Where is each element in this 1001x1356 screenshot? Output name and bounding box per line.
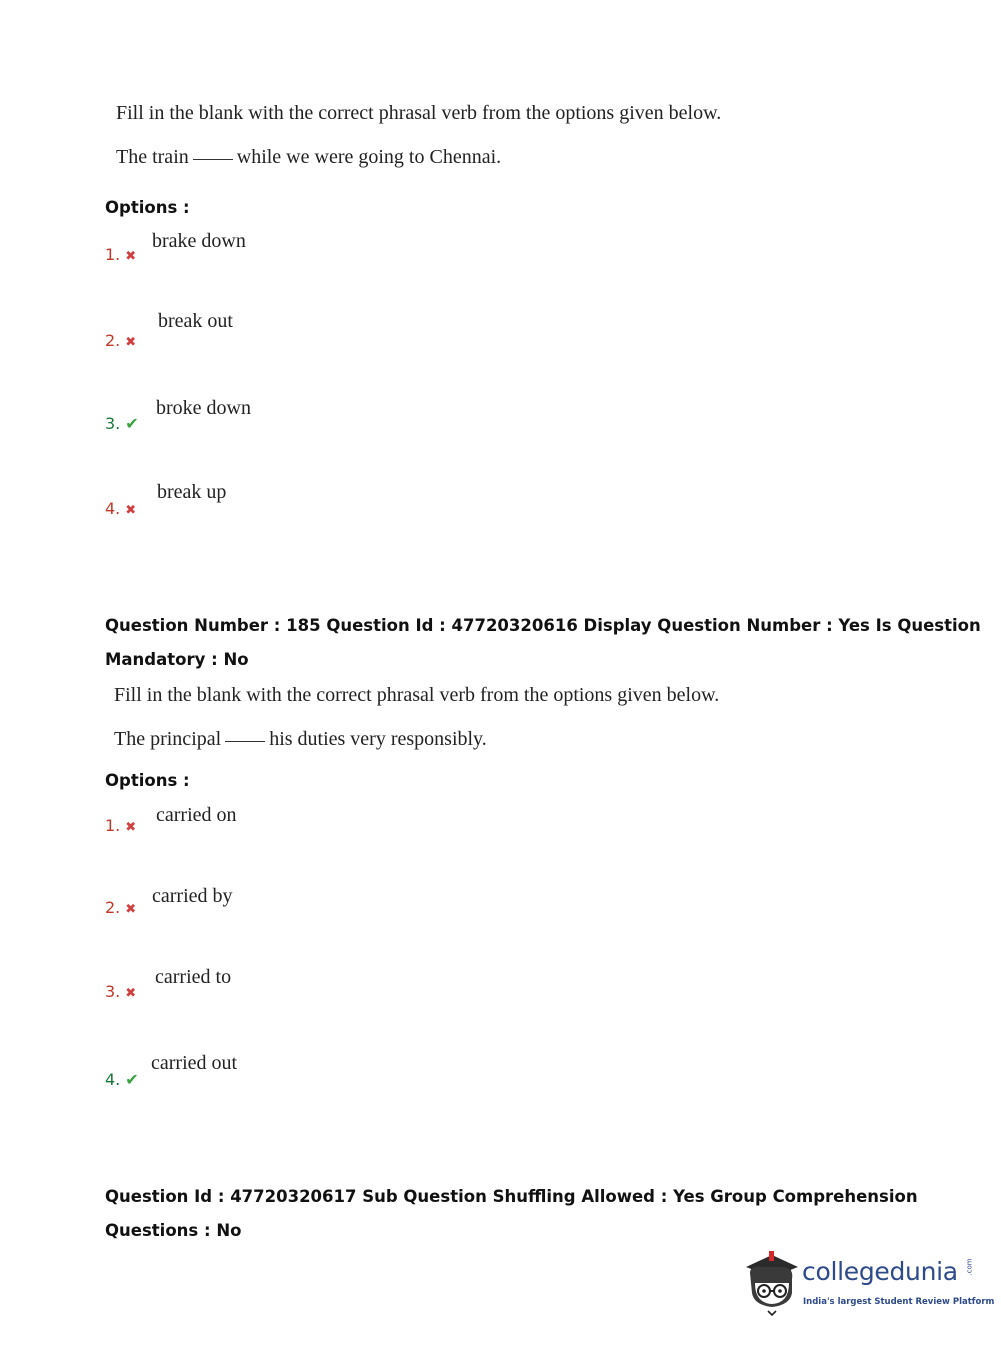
wrong-mark-icon: ✖ bbox=[125, 503, 137, 518]
wrong-mark-icon: ✖ bbox=[125, 335, 137, 350]
q1-option-1-number: 1. ✖ bbox=[105, 245, 137, 264]
q2-option-4-number: 4. ✔ bbox=[105, 1070, 139, 1089]
q2-instruction: Fill in the blank with the correct phrasal verb from the options given below. bbox=[114, 684, 720, 706]
q2-option-1-number: 1. ✖ bbox=[105, 816, 137, 835]
check-mark-icon: ✔ bbox=[125, 414, 139, 433]
q2-option-1-text[interactable]: carried on bbox=[156, 804, 237, 826]
logo-name: collegedunia bbox=[802, 1257, 958, 1286]
q1-option-4-text[interactable]: break up bbox=[157, 481, 227, 503]
q1-option-2-text[interactable]: break out bbox=[158, 310, 233, 332]
q2-meta-line1: Question Number : 185 Question Id : 47720320616 Display Question Number : Yes Is Question bbox=[105, 616, 981, 635]
q2-option-2-text[interactable]: carried by bbox=[152, 885, 233, 907]
q1-option-4-number: 4. ✖ bbox=[105, 499, 137, 518]
wrong-mark-icon: ✖ bbox=[125, 249, 137, 264]
q1-sentence-after: while we were going to Chennai. bbox=[236, 146, 502, 168]
q2-options-label: Options : bbox=[105, 771, 190, 790]
q2-sentence-after: his duties very responsibly. bbox=[269, 728, 487, 750]
q1-instruction: Fill in the blank with the correct phrasal verb from the options given below. bbox=[116, 102, 722, 124]
q1-sentence bbox=[116, 146, 501, 169]
q2-option-4-text[interactable]: carried out bbox=[151, 1052, 238, 1074]
logo-suffix: .com bbox=[965, 1258, 974, 1276]
q1-options-label: Options : bbox=[105, 198, 190, 217]
q1-option-3-text[interactable]: broke down bbox=[156, 397, 251, 419]
q2-blank bbox=[225, 741, 265, 742]
mascot-icon bbox=[742, 1249, 804, 1317]
q1-option-1-text[interactable]: brake down bbox=[152, 230, 246, 252]
q2-sentence-before: The principal bbox=[114, 728, 222, 750]
collegedunia-logo bbox=[742, 1249, 995, 1317]
q1-sentence-before: The train bbox=[116, 146, 189, 168]
check-mark-icon: ✔ bbox=[125, 1070, 139, 1089]
q1-option-2-number: 2. ✖ bbox=[105, 331, 137, 350]
wrong-mark-icon: ✖ bbox=[125, 820, 137, 835]
q2-option-3-number: 3. ✖ bbox=[105, 982, 137, 1001]
q1-blank bbox=[193, 159, 233, 160]
q3-meta-line2: Questions : No bbox=[105, 1221, 242, 1240]
q1-option-3-number: 3. ✔ bbox=[105, 414, 139, 433]
logo-tagline: India's largest Student Review Platform bbox=[803, 1297, 995, 1307]
q2-meta-line2: Mandatory : No bbox=[105, 650, 249, 669]
q2-option-2-number: 2. ✖ bbox=[105, 898, 137, 917]
q2-sentence bbox=[114, 728, 487, 751]
wrong-mark-icon: ✖ bbox=[125, 902, 137, 917]
wrong-mark-icon: ✖ bbox=[125, 986, 137, 1001]
q3-meta-line1: Question Id : 47720320617 Sub Question Shuffling Allowed : Yes Group Comprehension bbox=[105, 1187, 918, 1206]
q2-option-3-text[interactable]: carried to bbox=[155, 966, 232, 988]
